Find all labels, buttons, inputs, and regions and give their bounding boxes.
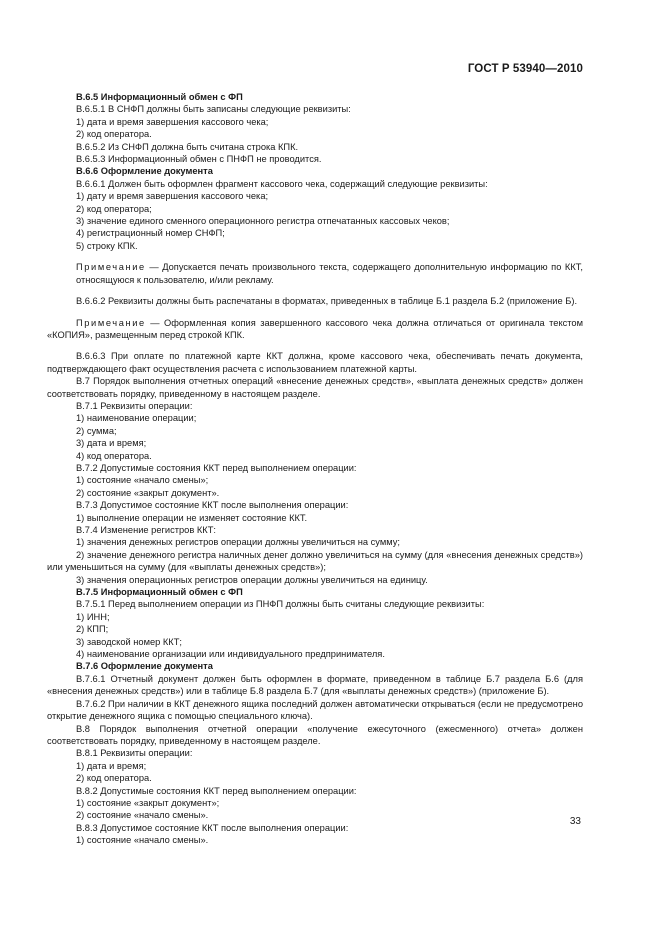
paragraph: В.7.2 Допустимые состояния ККТ перед выполнением операции:	[76, 462, 357, 473]
list-item: 4) наименование организации или индивидуального предпринимателя.	[76, 649, 385, 660]
paragraph: В.7 Порядок выполнения отчетных операций «внесение денежных средств», «выплата денежных средств» должен соответствовать порядку, приведенному в настоящем разделе.	[47, 376, 583, 399]
list-item: 1) состояние «начало смены»;	[76, 475, 209, 486]
list-item: 1) выполнение операции не изменяет состояние ККТ.	[76, 512, 308, 523]
list-item: 2) значение денежного регистра наличных денег должно увеличиться на сумму (для «внесения денежных средств») или уменьшиться на сумму (для «выплаты денежных средств»);	[47, 549, 583, 573]
list-item: 3) дата и время;	[76, 438, 147, 449]
list-item: 1) дата и время;	[76, 760, 147, 771]
paragraph: В.8.1 Реквизиты операции:	[76, 748, 193, 759]
paragraph: В.8.2 Допустимые состояния ККТ перед выполнением операции:	[76, 785, 357, 796]
list-item: 1) дату и время завершения кассового чека;	[76, 191, 269, 202]
note-text: — Допускается печать произвольного текста, содержащего дополнительную информацию по ККТ, относящуюся к пользователю, и/или рекламу.	[76, 262, 583, 285]
list-item: 2) код оператора;	[76, 203, 152, 214]
list-item: 1) значения денежных регистров операции должны увеличиться на сумму;	[76, 537, 400, 548]
section-heading: В.6.6 Оформление документа	[76, 166, 213, 177]
list-item: 4) код оператора.	[76, 450, 152, 461]
list-item: 2) состояние «закрыт документ».	[76, 487, 220, 498]
paragraph: В.7.5.1 Перед выполнением операции из ПНФП должны быть считаны следующие реквизиты:	[76, 599, 485, 610]
note-label: Примечание	[76, 317, 146, 328]
note	[47, 317, 583, 342]
paragraph: В.6.6.1 Должен быть оформлен фрагмент кассового чека, содержащий следующие реквизиты:	[76, 178, 488, 189]
list-item: 2) код оператора.	[76, 129, 152, 140]
list-item: 2) код оператора.	[76, 773, 152, 784]
paragraph: В.6.6.3 При оплате по платежной карте ККТ должна, кроме кассового чека, обеспечивать печать документа, подтверждающего факт осуществления расчета с использованием платежной карты.	[47, 351, 583, 374]
list-item: 1) ИНН;	[76, 611, 110, 622]
section-heading: В.6.5 Информационный обмен с ФП	[76, 92, 243, 102]
list-item: 1) наименование операции;	[76, 413, 197, 424]
list-item: 2) состояние «начало смены».	[76, 810, 209, 821]
list-item: 2) КПП;	[76, 624, 109, 635]
note-text: — Оформленная копия завершенного кассового чека должна отличаться от оригинала текстом «КОПИЯ», размещенным перед строкой КПК.	[47, 317, 583, 340]
list-item: 3) значения операционных регистров операции должны увеличиться на единицу.	[76, 574, 428, 585]
paragraph: В.7.3 Допустимое состояние ККТ после выполнения операции:	[76, 500, 349, 511]
standard-code: ГОСТ Р 53940—2010	[467, 63, 583, 75]
note	[0, 261, 583, 286]
list-item: 1) дата и время завершения кассового чека;	[76, 116, 269, 127]
section-heading: В.7.5 Информационный обмен с ФП	[76, 587, 243, 598]
paragraph: В.7.6.2 При наличии в ККТ денежного ящика последний должен автоматически открываться (если не предусмотрено открытие денежного ящика с помощью специального ключа).	[47, 698, 583, 722]
paragraph: В.7.4 Изменение регистров ККТ:	[76, 525, 216, 535]
list-item: 3) заводской номер ККТ;	[76, 636, 182, 647]
paragraph: В.8.3 Допустимое состояние ККТ после выполнения операции:	[76, 822, 349, 833]
list-item: 1) состояние «закрыт документ»;	[76, 797, 220, 808]
note-label: Примечание	[76, 262, 146, 273]
paragraph: В.8 Порядок выполнения отчетной операции «получение ежесуточного (ежесменного) отчета» должен соответствовать порядку, приведенному в настоящем разделе.	[47, 723, 583, 746]
list-item: 5) строку КПК.	[76, 240, 138, 251]
list-item: 2) сумма;	[76, 425, 117, 436]
paragraph: В.6.5.1 В СНФП должны быть записаны следующие реквизиты:	[76, 104, 351, 115]
paragraph: В.6.6.2 Реквизиты должны быть распечатаны в форматах, приведенных в таблице Б.1 раздела Б.2 (приложение Б).	[76, 296, 578, 307]
list-item: 4) регистрационный номер СНФП;	[76, 228, 225, 239]
document-body	[47, 91, 583, 847]
paragraph: В.7.1 Реквизиты операции:	[76, 400, 193, 411]
list-item: 3) значение единого сменного операционного регистра отпечатанных кассовых чеков;	[76, 216, 450, 227]
paragraph: В.6.5.2 Из СНФП должна быть считана строка КПК.	[76, 141, 299, 152]
page-number: 33	[569, 816, 581, 827]
section-heading: В.7.6 Оформление документа	[76, 661, 213, 672]
paragraph: В.6.5.3 Информационный обмен с ПНФП не проводится.	[76, 154, 322, 165]
list-item: 1) состояние «начало смены».	[76, 835, 209, 846]
paragraph: В.7.6.1 Отчетный документ должен быть оформлен в формате, приведенном в таблице Б.7 раздела Б.6 (для «внесения денежных средств») или в таблице Б.8 раздела Б.7 (для «выплаты денежных средств») (приложение Б).	[47, 673, 583, 697]
